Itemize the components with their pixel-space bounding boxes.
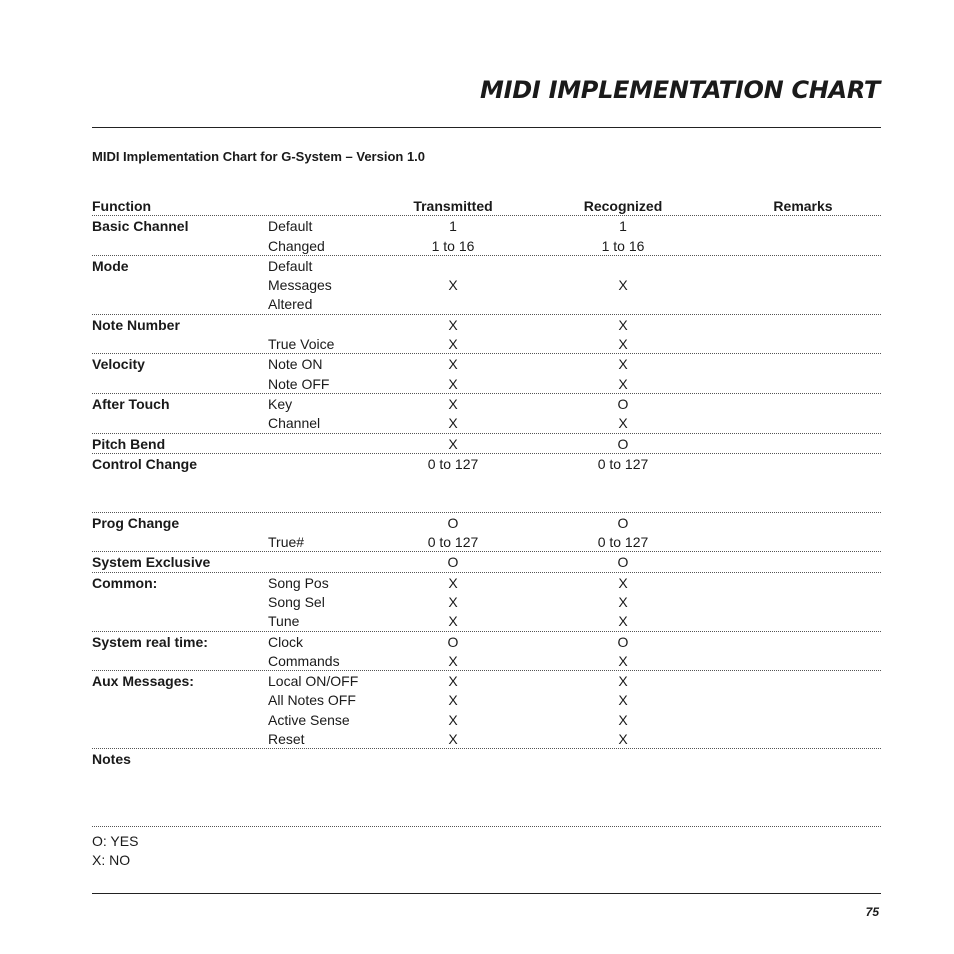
table-row (92, 216, 881, 256)
sub-function: Altered (268, 296, 313, 313)
sub-function: Local ON/OFF (268, 673, 359, 690)
legend-yes: O: YES (92, 833, 139, 849)
transmitted-value: X (448, 593, 458, 610)
notes-row (92, 749, 881, 827)
table-row (92, 671, 881, 749)
function-name: Note Number (92, 316, 180, 333)
transmitted-value: X (448, 673, 458, 690)
sub-function: Reset (268, 731, 305, 748)
table-line (92, 216, 881, 235)
table-line (92, 651, 881, 670)
recognized-value: O (617, 395, 629, 412)
table-line (92, 394, 881, 413)
table-line (92, 552, 881, 571)
transmitted-value: X (448, 277, 458, 294)
recognized-value: X (618, 277, 628, 294)
transmitted-value: X (448, 375, 458, 392)
function-name: System real time: (92, 633, 208, 650)
table-line (92, 334, 881, 353)
table-line (92, 413, 881, 432)
recognized-value: X (618, 316, 628, 333)
page-title: MIDI IMPLEMENTATION CHART (480, 76, 880, 104)
page-number: 75 (865, 905, 879, 919)
transmitted-value: 1 (449, 218, 457, 235)
table-row (92, 552, 881, 572)
recognized-value: 1 to 16 (601, 237, 645, 254)
function-name: Aux Messages: (92, 673, 194, 690)
sub-function: Commands (268, 652, 340, 669)
transmitted-value: X (448, 415, 458, 432)
sub-function: Default (268, 218, 313, 235)
transmitted-value: O (447, 554, 459, 571)
sub-function: Clock (268, 633, 304, 650)
table-row (92, 315, 881, 355)
function-name: Pitch Bend (92, 435, 166, 452)
recognized-value: X (618, 731, 628, 748)
sub-function: Tune (268, 613, 300, 630)
table-line (92, 374, 881, 393)
table-line (92, 492, 881, 511)
table-row (92, 354, 881, 394)
transmitted-value: X (448, 613, 458, 630)
table-row (92, 454, 881, 513)
function-name: Velocity (92, 356, 145, 373)
recognized-value: X (618, 613, 628, 630)
sub-function: Default (268, 257, 313, 274)
table-line (92, 611, 881, 630)
recognized-value: O (617, 554, 629, 571)
recognized-value: X (618, 711, 628, 728)
sub-function: Changed (268, 237, 325, 254)
table-line (92, 573, 881, 592)
sub-function: Note OFF (268, 375, 330, 392)
sub-function: Song Pos (268, 574, 329, 591)
transmitted-value: X (448, 356, 458, 373)
sub-function: True Voice (268, 336, 335, 353)
table-row (92, 256, 881, 315)
transmitted-value: X (448, 692, 458, 709)
table-line (92, 532, 881, 551)
table-row (92, 573, 881, 632)
function-name: Basic Channel (92, 218, 189, 235)
transmitted-value: X (448, 574, 458, 591)
legend (92, 832, 138, 871)
table-line (92, 592, 881, 611)
sub-function: Channel (268, 415, 321, 432)
table-line (92, 275, 881, 294)
notes-label: Notes (92, 751, 131, 768)
table-line (92, 632, 881, 651)
table-body (92, 216, 881, 749)
table-row (92, 513, 881, 553)
table-line (92, 315, 881, 334)
recognized-value: X (618, 375, 628, 392)
header-remarks: Remarks (773, 198, 833, 214)
legend-no: X: NO (92, 852, 131, 869)
function-name: Mode (92, 257, 129, 274)
table-line (92, 710, 881, 729)
table-line (92, 354, 881, 373)
midi-implementation-table (92, 196, 881, 827)
transmitted-value: X (448, 395, 458, 412)
sub-function: Messages (268, 277, 332, 294)
table-line (92, 434, 881, 453)
transmitted-value: 0 to 127 (427, 455, 479, 472)
function-name: Control Change (92, 455, 197, 472)
transmitted-value: X (448, 435, 458, 452)
recognized-value: X (618, 356, 628, 373)
function-name: After Touch (92, 395, 170, 412)
recognized-value: X (618, 593, 628, 610)
table-line (92, 454, 881, 473)
transmitted-value: X (448, 731, 458, 748)
transmitted-value: 1 to 16 (431, 237, 475, 254)
bottom-rule (92, 893, 881, 894)
table-line (92, 473, 881, 492)
function-name: Common: (92, 574, 158, 591)
transmitted-value: O (447, 514, 459, 531)
table-header-row (92, 196, 881, 216)
table-row (92, 632, 881, 672)
table-line (92, 513, 881, 532)
sub-function: Song Sel (268, 593, 325, 610)
header-transmitted: Transmitted (413, 198, 493, 214)
title-rule (92, 127, 881, 128)
transmitted-value: X (448, 336, 458, 353)
sub-function: True# (268, 534, 305, 551)
table-line (92, 236, 881, 255)
transmitted-value: X (448, 711, 458, 728)
sub-function: All Notes OFF (268, 692, 356, 709)
sub-function: Note ON (268, 356, 323, 373)
table-row (92, 394, 881, 434)
recognized-value: X (618, 574, 628, 591)
table-line (92, 690, 881, 709)
transmitted-value: 0 to 127 (427, 534, 479, 551)
recognized-value: O (617, 514, 629, 531)
recognized-value: 0 to 127 (597, 455, 649, 472)
recognized-value: X (618, 692, 628, 709)
recognized-value: X (618, 673, 628, 690)
recognized-value: O (617, 633, 629, 650)
function-name: Prog Change (92, 514, 180, 531)
recognized-value: X (618, 336, 628, 353)
table-line (92, 294, 881, 313)
sub-function: Key (268, 395, 293, 412)
transmitted-value: X (448, 652, 458, 669)
table-row (92, 434, 881, 454)
table-line (92, 671, 881, 690)
header-recognized: Recognized (583, 198, 663, 214)
recognized-value: X (618, 652, 628, 669)
transmitted-value: O (447, 633, 459, 650)
table-line (92, 729, 881, 748)
recognized-value: X (618, 415, 628, 432)
table-line (92, 256, 881, 275)
recognized-value: 1 (619, 218, 627, 235)
sub-function: Active Sense (268, 711, 350, 728)
recognized-value: O (617, 435, 629, 452)
recognized-value: 0 to 127 (597, 534, 649, 551)
transmitted-value: X (448, 316, 458, 333)
header-function: Function (92, 198, 152, 214)
function-name: System Exclusive (92, 554, 211, 571)
chart-subtitle: MIDI Implementation Chart for G-System – Version 1.0 (92, 149, 426, 164)
